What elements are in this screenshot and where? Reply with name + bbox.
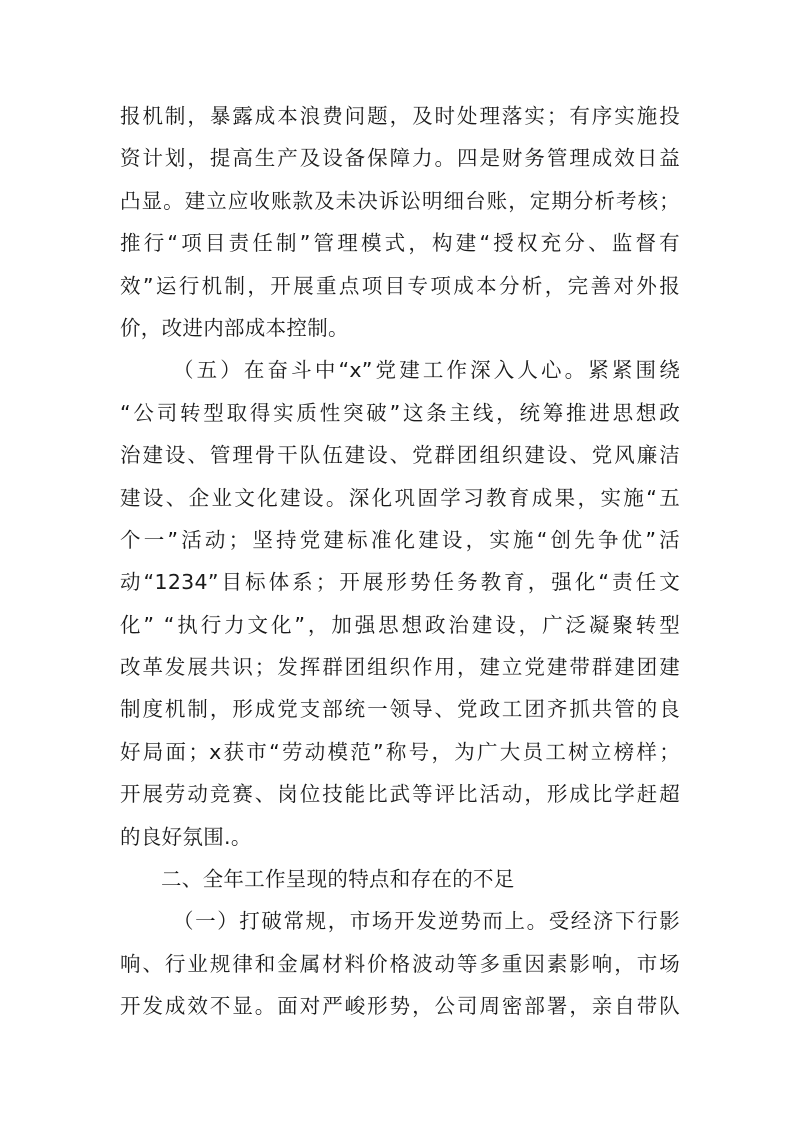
text-line: 价，改进内部成本控制。 [120, 315, 349, 340]
paragraph-start-line: （五）在奋斗中“x”党建工作深入人心。紧紧围绕 [173, 358, 680, 383]
text-line: 报机制，暴露成本浪费问题，及时处理落实；有序实施投 [120, 104, 680, 128]
text-line: 化” “执行力文化”，加强思想政治建设，广泛凝聚转型 [120, 612, 680, 637]
text-line: 凸显。建立应收账款及未决诉讼明细台账，定期分析考核； [120, 188, 680, 213]
paragraph-start-line: （一）打破常规，市场开发逆势而上。受经济下行影 [173, 909, 680, 934]
text-line: 开发成效不显。面对严峻形势，公司周密部署，亲自带队 [120, 994, 680, 1019]
text-line: “公司转型取得实质性突破”这条主线，统筹推进思想政 [120, 400, 680, 425]
text-line: 效”运行机制，开展重点项目专项成本分析，完善对外报 [120, 273, 680, 298]
text-line: 建设、企业文化建设。深化巩固学习教育成果，实施“五 [120, 485, 680, 510]
text-line: 动“1234”目标体系；开展形势任务教育，强化“责任文 [120, 570, 680, 595]
text-line: 个一”活动；坚持党建标准化建设，实施“创先争优”活 [120, 527, 680, 552]
text-line: 响、行业规律和金属材料价格波动等多重因素影响，市场 [120, 951, 680, 976]
text-line: 的良好氛围.。 [120, 824, 252, 849]
text-line: 资计划，提高生产及设备保障力。四是财务管理成效日益 [120, 146, 680, 171]
text-line: 推行“项目责任制”管理模式，构建“授权充分、监督有 [120, 231, 680, 256]
text-line: 治建设、管理骨干队伍建设、党群团组织建设、党风廉洁 [120, 443, 680, 468]
text-line: 制度机制，形成党支部统一领导、党政工团齐抓共管的良 [120, 697, 680, 722]
section-heading: 二、全年工作呈现的特点和存在的不足 [161, 867, 515, 892]
text-line: 改革发展共识；发挥群团组织作用，建立党建带群建团建 [120, 655, 680, 680]
text-line: 开展劳动竞赛、岗位技能比武等评比活动，形成比学赶超 [120, 782, 680, 807]
body-text [120, 95, 680, 1028]
text-line: 好局面；x获市“劳动模范”称号，为广大员工树立榜样； [120, 739, 680, 764]
